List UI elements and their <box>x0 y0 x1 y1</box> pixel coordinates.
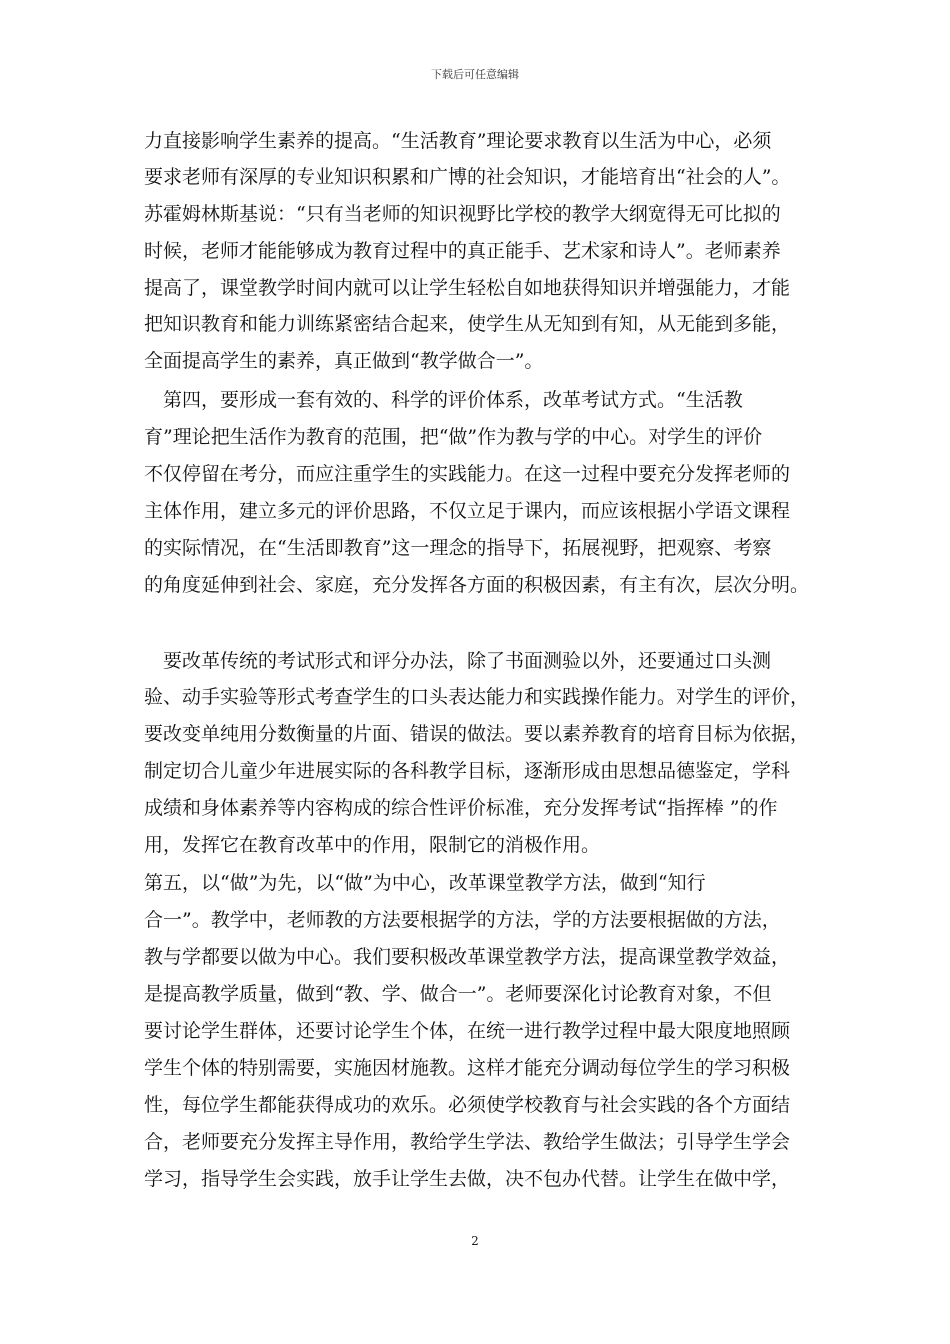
body-line: 第五，以“做”为先，以“做”为中心，改革课堂教学方法，做到“知行 <box>144 872 706 894</box>
body-line: 教与学都要以做为中心。我们要积极改革课堂教学方法，提高课堂教学效益， <box>144 946 791 968</box>
body-line: 时候，老师才能能够成为教育过程中的真正能手、艺术家和诗人”。老师素养 <box>144 240 781 262</box>
body-line: 是提高教学质量，做到“教、学、做合一”。老师要深化讨论教育对象，不但 <box>144 983 772 1005</box>
body-line: 要改变单纯用分数衡量的片面、错误的做法。要以素养教育的培育目标为依据， <box>144 723 810 745</box>
body-line: 学习，指导学生会实践，放手让学生去做，决不包办代替。让学生在做中学， <box>144 1168 791 1190</box>
body-line: 全面提高学生的素养，真正做到“教学做合一”。 <box>144 350 544 372</box>
body-line: 不仅停留在考分，而应注重学生的实践能力。在这一过程中要充分发挥老师的 <box>144 463 791 485</box>
page-number: 2 <box>471 1234 479 1248</box>
body-line: 要讨论学生群体，还要讨论学生个体，在统一进行教学过程中最大限度地照顾 <box>144 1020 791 1042</box>
body-line: 验、动手实验等形式考查学生的口头表达能力和实践操作能力。对学生的评价， <box>144 686 810 708</box>
body-line: 的实际情况，在“生活即教育”这一理念的指导下，拓展视野，把观察、考察 <box>144 537 772 559</box>
body-line: 的角度延伸到社会、家庭，充分发挥各方面的积极因素，有主有次，层次分明。 <box>144 574 810 596</box>
page-header: 下载后可任意编辑 <box>431 68 519 81</box>
body-line: 要求老师有深厚的专业知识积累和广博的社会知识，才能培育出“社会的人”。 <box>144 166 791 188</box>
body-line: 学生个体的特别需要，实施因材施教。这样才能充分调动每位学生的学习积极 <box>144 1057 791 1079</box>
body-line: 提高了，课堂教学时间内就可以让学生轻松自如地获得知识并增强能力，才能 <box>144 277 791 299</box>
body-line: 苏霍姆林斯基说：“只有当老师的知识视野比学校的教学大纲宽得无可比拟的 <box>144 203 781 225</box>
body-line: 主体作用，建立多元的评价思路，不仅立足于课内，而应该根据小学语文课程 <box>144 500 791 522</box>
body-line: 成绩和身体素养等内容构成的综合性评价标准，充分发挥考试“指挥棒 ”的作 <box>144 797 778 819</box>
body-line: 力直接影响学生素养的提高。“生活教育”理论要求教育以生活为中心，必须 <box>144 130 772 152</box>
body-line: 合，老师要充分发挥主导作用，教给学生学法、教给学生做法；引导学生学会 <box>144 1131 791 1153</box>
body-line: 合一”。教学中，老师教的方法要根据学的方法，学的方法要根据做的方法， <box>144 909 781 931</box>
body-line: 制定切合儿童少年进展实际的各科教学目标，逐渐形成由思想品德鉴定，学科 <box>144 760 791 782</box>
body-line: 第四，要形成一套有效的、科学的评价体系，改革考试方式。“生活教 <box>144 389 743 411</box>
body-line: 育”理论把生活作为教育的范围，把“做”作为教与学的中心。对学生的评价 <box>144 426 763 448</box>
body-line: 要改革传统的考试形式和评分办法，除了书面测验以外，还要通过口头测 <box>144 650 772 672</box>
body-line: 把知识教育和能力训练紧密结合起来，使学生从无知到有知，从无能到多能， <box>144 313 791 335</box>
body-line: 性，每位学生都能获得成功的欢乐。必须使学校教育与社会实践的各个方面结 <box>144 1094 791 1116</box>
body-line: 用，发挥它在教育改革中的作用，限制它的消极作用。 <box>144 834 601 856</box>
